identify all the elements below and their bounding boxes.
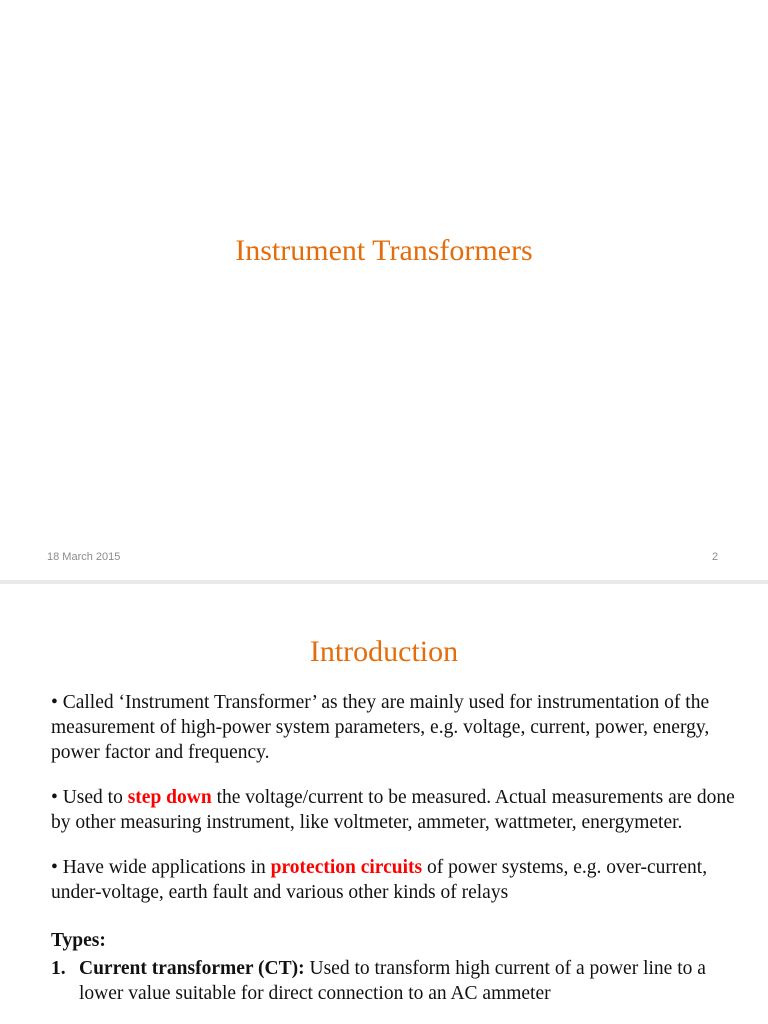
bullet-item [51, 855, 741, 905]
emphasis-text: step down [127, 787, 212, 808]
page-number: 2 [712, 551, 719, 563]
item-description: Used to transform high current of a power line to a lower value suitable for direct connection to an AC ammeter [79, 958, 706, 1004]
bullet-text: Have wide applications in [62, 857, 271, 878]
item-number: 1. [51, 958, 66, 979]
bullet-item [51, 785, 741, 835]
item-body [79, 956, 741, 1006]
introduction-slide [0, 584, 768, 1024]
emphasis-text: protection circuits [270, 857, 423, 878]
bullet-mark: • [51, 857, 58, 878]
slide-body [51, 690, 741, 1006]
types-list-item [51, 956, 741, 1006]
slide-title: Instrument Transformers [235, 234, 533, 267]
item-name: Current transformer (CT): [79, 958, 305, 979]
bullet-text: Called ‘Instrument Transformer’ as they are mainly used for instrumentation of the measurement of high-power system parameters, e.g. voltage, current, power, energy, power factor and frequency. [51, 692, 710, 763]
footer-date: 18 March 2015 [47, 551, 121, 563]
slide-title: Introduction [309, 635, 459, 668]
types-heading: Types: [51, 930, 106, 951]
bullet-text: of power systems, e.g. over-current, under-voltage, earth fault and various other kinds of relays [51, 857, 708, 903]
bullet-mark: • [51, 692, 58, 713]
bullet-text: the voltage/current to be measured. Actual measurements are done by other measuring instrument, like voltmeter, ammeter, wattmeter, energymeter. [51, 787, 735, 833]
types-list [51, 956, 741, 1006]
bullet-item [51, 690, 741, 765]
bullet-text: Used to [62, 787, 128, 808]
bullet-mark: • [51, 787, 58, 808]
